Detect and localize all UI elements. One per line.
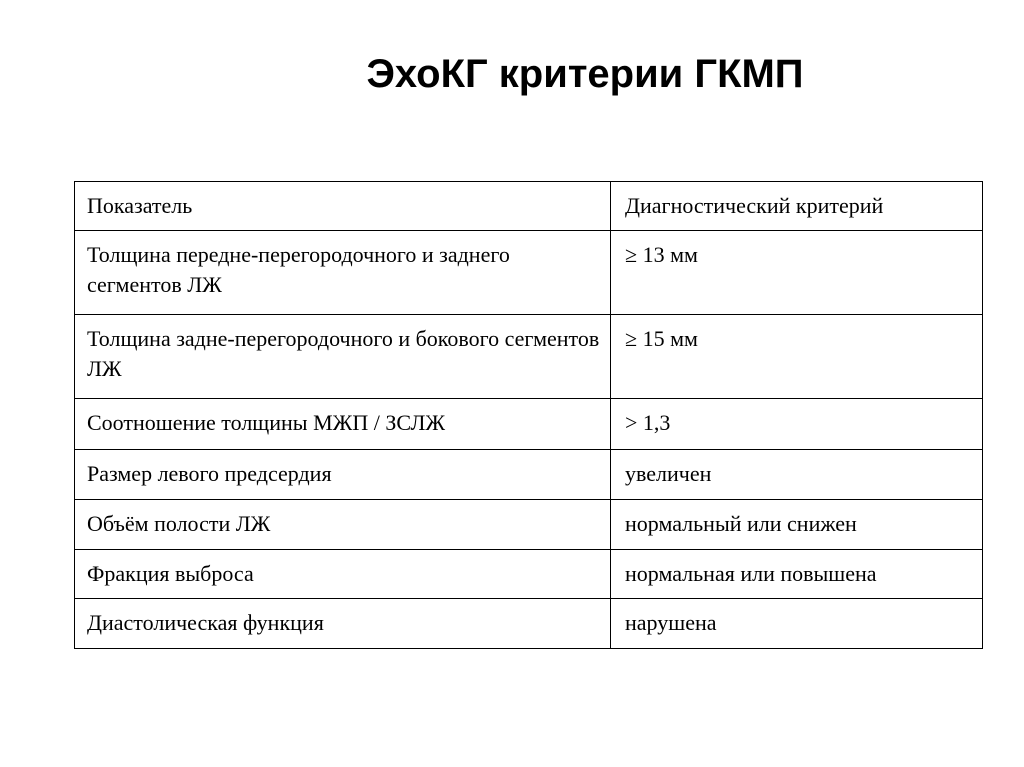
indicator-cell: Фракция выброса	[75, 550, 611, 599]
table-row	[75, 599, 983, 649]
indicator-cell: Объём полости ЛЖ	[75, 500, 611, 550]
header-criterion: Диагностический критерий	[611, 182, 983, 231]
criterion-cell: нарушена	[611, 599, 983, 649]
table-header-row	[75, 182, 983, 231]
criterion-cell: ≥ 13 мм	[611, 231, 983, 315]
criterion-cell: ≥ 15 мм	[611, 315, 983, 399]
table-row	[75, 315, 983, 399]
slide-title: ЭхоКГ критерии ГКМП	[366, 52, 804, 96]
indicator-cell: Соотношение толщины МЖП / ЗСЛЖ	[75, 399, 611, 450]
header-indicator: Показатель	[75, 182, 611, 231]
criterion-cell: нормальная или повышена	[611, 550, 983, 599]
table-row	[75, 500, 983, 550]
table-row	[75, 550, 983, 599]
table-row	[75, 231, 983, 315]
indicator-cell: Толщина передне-перегородочного и заднего сегментов ЛЖ	[75, 231, 611, 315]
criteria-table	[74, 181, 983, 649]
indicator-cell: Диастолическая функция	[75, 599, 611, 649]
criterion-cell: нормальный или снижен	[611, 500, 983, 550]
criterion-cell: увеличен	[611, 450, 983, 500]
table-row	[75, 399, 983, 450]
indicator-cell: Размер левого предсердия	[75, 450, 611, 500]
criterion-cell: > 1,3	[611, 399, 983, 450]
table-row	[75, 450, 983, 500]
indicator-cell: Толщина задне-перегородочного и бокового сегментов ЛЖ	[75, 315, 611, 399]
